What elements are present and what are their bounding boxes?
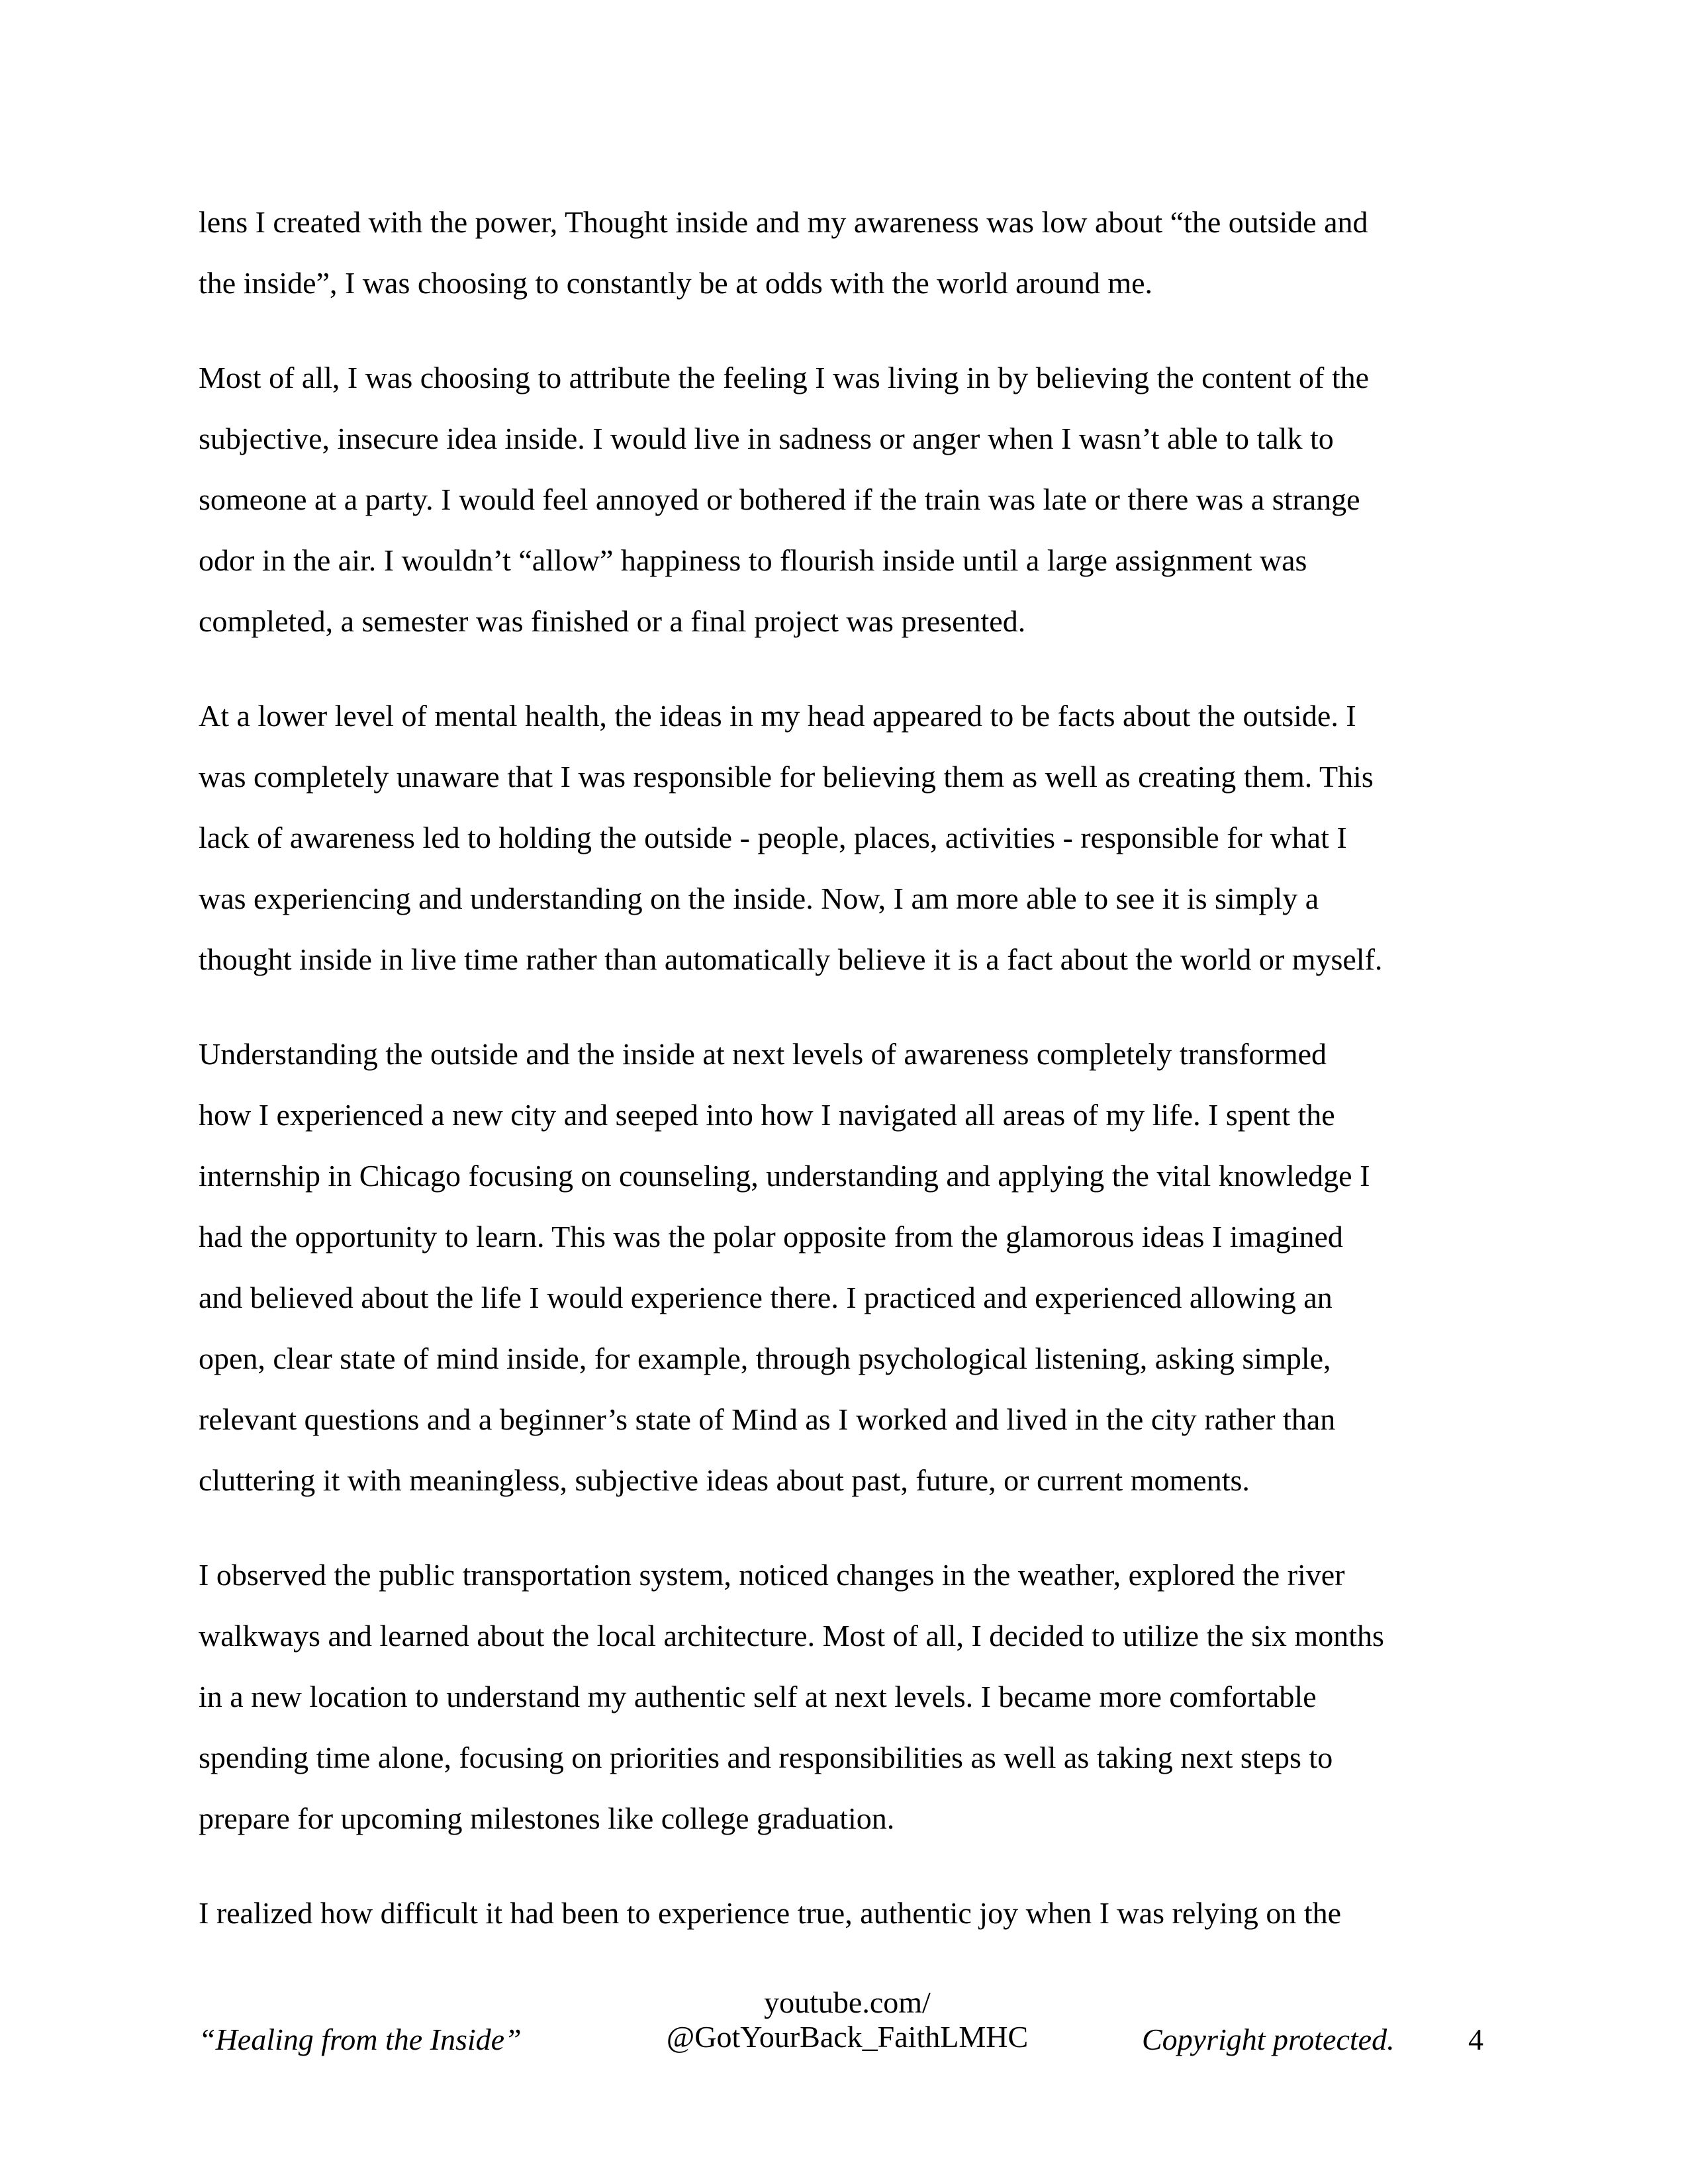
text-line: someone at a party. I would feel annoyed or bothered if the train was late or there was a strange [199,482,1360,516]
footer-channel [662,1985,1033,2054]
text-line: subjective, insecure idea inside. I would live in sadness or anger when I wasn’t able to talk to [199,422,1334,455]
text-line: odor in the air. I wouldn’t “allow” happiness to flourish inside until a large assignment was [199,543,1307,577]
text-line: the inside”, I was choosing to constantly be at odds with the world around me. [199,266,1153,300]
text-line: thought inside in live time rather than automatically believe it is a fact about the world or myself. [199,942,1383,976]
text-line: relevant questions and a beginner’s state of Mind as I worked and lived in the city rather than [199,1402,1336,1436]
text-line: how I experienced a new city and seeped into how I navigated all areas of my life. I spent the [199,1098,1335,1132]
text-line: had the opportunity to learn. This was the polar opposite from the glamorous ideas I imagined [199,1220,1343,1253]
text-line: At a lower level of mental health, the ideas in my head appeared to be facts about the outside. I [199,699,1356,733]
text-line: completed, a semester was finished or a final project was presented. [199,604,1026,638]
page-number: 4 [1468,2023,1483,2056]
footer-book-title: “Healing from the Inside” [199,2023,522,2056]
text-line: lack of awareness led to holding the outside - people, places, activities - responsible for what I [199,821,1347,854]
footer-channel-url: youtube.com/ [764,1985,931,2019]
body-text [199,192,1496,1978]
footer-channel-handle: @GotYourBack_FaithLMHC [666,2020,1029,2054]
text-line: Understanding the outside and the inside at next levels of awareness completely transformed [199,1037,1327,1071]
text-line: walkways and learned about the local architecture. Most of all, I decided to utilize the six months [199,1619,1384,1653]
paragraph-1 [199,192,1496,314]
paragraph-6 [199,1883,1496,1944]
text-line: was experiencing and understanding on the inside. Now, I am more able to see it is simply a [199,882,1319,915]
text-line: was completely unaware that I was responsible for believing them as well as creating them. This [199,760,1374,794]
text-line: Most of all, I was choosing to attribute the feeling I was living in by believing the content of the [199,361,1370,394]
text-line: internship in Chicago focusing on counseling, understanding and applying the vital knowledge I [199,1159,1370,1193]
text-line: in a new location to understand my authentic self at next levels. I became more comfortable [199,1680,1317,1713]
paragraph-5 [199,1545,1496,1849]
text-line: spending time alone, focusing on priorities and responsibilities as well as taking next steps to [199,1741,1333,1774]
text-line: I realized how difficult it had been to experience true, authentic joy when I was relying on the [199,1896,1342,1930]
text-line: and believed about the life I would experience there. I practiced and experienced allowing an [199,1281,1333,1314]
paragraph-3 [199,686,1496,990]
page-footer [0,1985,1688,2065]
text-line: open, clear state of mind inside, for example, through psychological listening, asking simple, [199,1342,1331,1375]
paragraph-4 [199,1024,1496,1511]
text-line: I observed the public transportation system, noticed changes in the weather, explored the river [199,1558,1345,1592]
text-line: lens I created with the power, Thought inside and my awareness was low about “the outside and [199,205,1368,239]
text-line: prepare for upcoming milestones like college graduation. [199,1801,895,1835]
paragraph-2 [199,347,1496,652]
footer-copyright: Copyright protected. [1142,2023,1395,2056]
text-line: cluttering it with meaningless, subjective ideas about past, future, or current moments. [199,1463,1250,1497]
